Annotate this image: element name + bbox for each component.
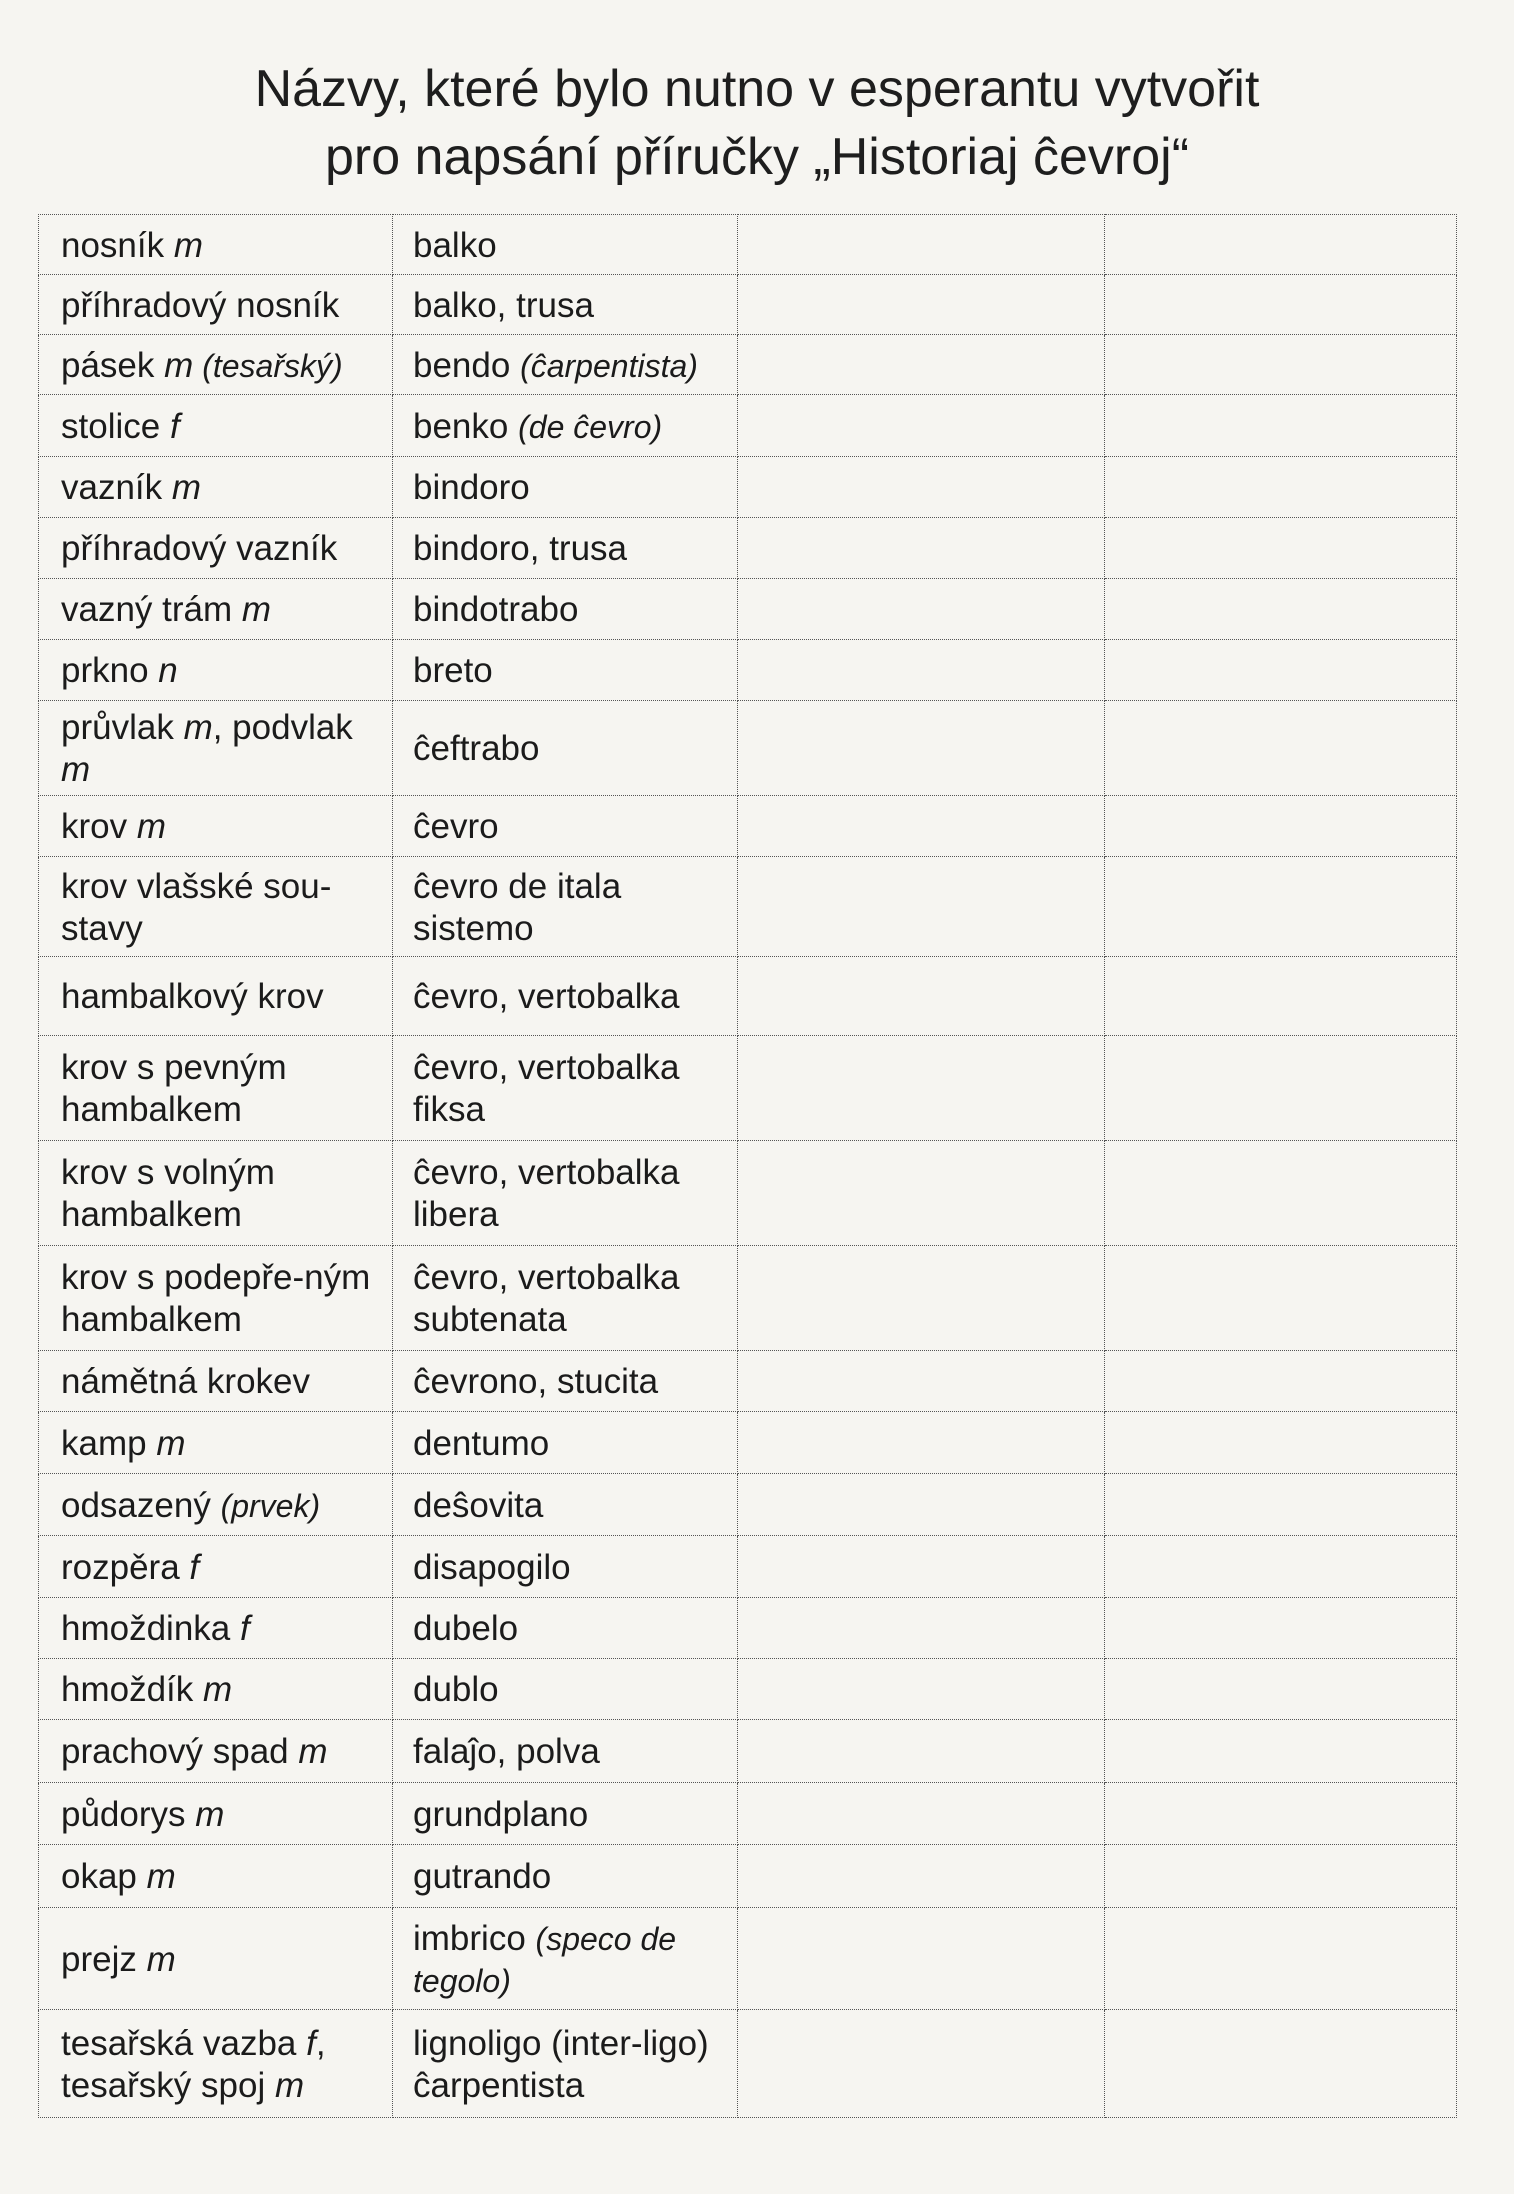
empty-cell [738, 857, 1105, 957]
empty-cell [738, 215, 1105, 275]
table-row [39, 1536, 1457, 1598]
empty-cell [1105, 1036, 1457, 1141]
table-row [39, 1845, 1457, 1908]
czech-term: námětná krokev [61, 1362, 311, 1401]
czech-gender: m [203, 1670, 233, 1709]
esperanto-term-cell [393, 457, 738, 518]
esperanto-term: lignoligo (inter-ligo) ĉarpentista [413, 2023, 709, 2105]
spacer [193, 1670, 203, 1709]
empty-cell [1105, 2010, 1457, 2118]
table-row [39, 518, 1457, 579]
table-row [39, 215, 1457, 275]
spacer [137, 1940, 147, 1979]
czech-term: kamp [61, 1423, 147, 1463]
table-row [39, 1783, 1457, 1845]
czech-gender: f [240, 1609, 250, 1648]
czech-term-cell [39, 857, 393, 957]
czech-term: příhradový vazník [61, 529, 338, 568]
spacer [289, 1732, 299, 1771]
empty-cell [738, 457, 1105, 518]
empty-cell [1105, 1720, 1457, 1783]
czech-term: hambalkový krov [61, 977, 324, 1016]
esperanto-term-cell [393, 2010, 738, 2118]
spacer [160, 407, 170, 446]
empty-cell [738, 1351, 1105, 1412]
czech-gender: m [146, 1857, 176, 1896]
table-row [39, 1659, 1457, 1720]
spacer [508, 407, 518, 446]
empty-cell [1105, 857, 1457, 957]
esperanto-term: bindoro, trusa [413, 529, 628, 568]
empty-cell [738, 2010, 1105, 2118]
esperanto-term: disapogilo [413, 1547, 571, 1587]
empty-cell [738, 957, 1105, 1036]
czech-term-cell [39, 1536, 393, 1598]
esperanto-term-cell [393, 857, 738, 957]
empty-cell [738, 1783, 1105, 1845]
empty-cell [1105, 1412, 1457, 1474]
esperanto-term-cell [393, 1351, 738, 1412]
czech-term-cell [39, 2010, 393, 2118]
esperanto-term: imbrico [413, 1918, 526, 1958]
czech-term-cell [39, 215, 393, 275]
empty-cell [738, 1908, 1105, 2010]
table-row [39, 275, 1457, 335]
spacer [164, 226, 174, 265]
czech-gender: m [195, 1794, 225, 1834]
czech-term-cell [39, 335, 393, 395]
empty-cell [1105, 957, 1457, 1036]
czech-gender: n [158, 651, 178, 690]
esperanto-term: benko [413, 406, 509, 446]
empty-cell [738, 1720, 1105, 1783]
czech-term-cell [39, 1720, 393, 1783]
czech-term-alt: , tesařský spoj [61, 2023, 326, 2105]
czech-gender: m [183, 708, 213, 747]
empty-cell [738, 275, 1105, 335]
esperanto-term-cell [393, 1246, 738, 1351]
empty-cell [1105, 796, 1457, 857]
esperanto-term-cell [393, 1536, 738, 1598]
esperanto-term-cell [393, 518, 738, 579]
esperanto-note: (speco de tegolo) [413, 1920, 677, 1999]
spacer [162, 468, 172, 507]
empty-cell [738, 1141, 1105, 1246]
table-row [39, 1246, 1457, 1351]
empty-cell [1105, 1474, 1457, 1536]
page-title [0, 55, 1514, 191]
spacer [510, 346, 520, 385]
esperanto-term: breto [413, 651, 493, 690]
esperanto-term-cell [393, 1720, 738, 1783]
empty-cell [738, 395, 1105, 457]
glossary-table [38, 214, 1457, 2118]
glossary-body [39, 215, 1457, 2118]
esperanto-term-cell [393, 275, 738, 335]
esperanto-term-cell [393, 215, 738, 275]
czech-gender: m [241, 590, 272, 629]
czech-term: okap [61, 1857, 137, 1896]
czech-note: (prvek) [220, 1487, 321, 1524]
esperanto-term: ĉevro, vertobalka subtenata [413, 1258, 680, 1339]
czech-term-cell [39, 275, 393, 335]
czech-term-cell [39, 1783, 393, 1845]
empty-cell [1105, 335, 1457, 395]
empty-cell [1105, 457, 1457, 518]
esperanto-term-cell [393, 701, 738, 796]
esperanto-term-cell [393, 395, 738, 457]
table-row [39, 1141, 1457, 1246]
empty-cell [1105, 395, 1457, 457]
table-row [39, 957, 1457, 1036]
esperanto-term-cell [393, 1783, 738, 1845]
esperanto-term: dubelo [413, 1609, 519, 1648]
czech-term-cell [39, 457, 393, 518]
table-row [39, 796, 1457, 857]
esperanto-term-cell [393, 335, 738, 395]
esperanto-term-cell [393, 640, 738, 701]
title-line-2: pro napsání příručky „Historiaj ĉevroj“ [324, 128, 1190, 186]
empty-cell [1105, 1845, 1457, 1908]
czech-gender: f [306, 2023, 316, 2063]
esperanto-term: dentumo [413, 1423, 550, 1463]
empty-cell [738, 701, 1105, 796]
czech-gender: m [146, 1939, 176, 1979]
empty-cell [738, 640, 1105, 701]
czech-term-alt: , podvlak [212, 708, 353, 747]
czech-gender: f [169, 406, 180, 446]
czech-term: stolice [61, 406, 161, 446]
table-row [39, 1351, 1457, 1412]
esperanto-term: balko [413, 225, 497, 265]
czech-gender: m [156, 1423, 186, 1463]
czech-gender-alt: m [61, 750, 91, 789]
esperanto-term-cell [393, 1659, 738, 1720]
empty-cell [1105, 640, 1457, 701]
empty-cell [738, 1659, 1105, 1720]
esperanto-note: (ĉarpentista) [520, 347, 698, 384]
czech-term: nosník [61, 225, 165, 265]
spacer [137, 1857, 147, 1896]
empty-cell [1105, 1598, 1457, 1659]
empty-cell [1105, 1908, 1457, 2010]
czech-term: hmoždinka [61, 1609, 231, 1648]
czech-term: rozpěra [61, 1547, 180, 1587]
esperanto-term-cell [393, 579, 738, 640]
empty-cell [738, 796, 1105, 857]
empty-cell [1105, 1141, 1457, 1246]
esperanto-term: ĉevro de itala sistemo [413, 866, 622, 948]
table-row [39, 1036, 1457, 1141]
czech-term-cell [39, 579, 393, 640]
table-row [39, 1598, 1457, 1659]
czech-term: vazný trám [61, 590, 233, 629]
czech-term-cell [39, 1659, 393, 1720]
empty-cell [738, 1845, 1105, 1908]
czech-term: vazník [61, 468, 163, 507]
czech-term-cell [39, 1351, 393, 1412]
czech-term: prachový spad [61, 1732, 289, 1771]
esperanto-term: ĉeftrabo [413, 729, 540, 768]
esperanto-term: ĉevro [413, 807, 499, 846]
spacer [186, 1795, 196, 1834]
spacer [149, 651, 159, 690]
esperanto-term: gutrando [413, 1857, 552, 1896]
spacer [211, 1486, 221, 1525]
empty-cell [1105, 1246, 1457, 1351]
czech-term: půdorys [61, 1794, 186, 1834]
czech-term: příhradový nosník [61, 285, 340, 325]
table-row [39, 640, 1457, 701]
czech-term-cell [39, 1246, 393, 1351]
esperanto-term-cell [393, 1412, 738, 1474]
esperanto-term: ĉevrono, stucita [413, 1362, 659, 1401]
empty-cell [1105, 701, 1457, 796]
empty-cell [738, 518, 1105, 579]
czech-gender: m [136, 807, 167, 846]
esperanto-note: (de ĉevro) [518, 408, 663, 445]
czech-term-cell [39, 1598, 393, 1659]
spacer [147, 1424, 157, 1463]
czech-term: krov vlašské sou-stavy [61, 866, 332, 948]
spacer [230, 1609, 240, 1648]
czech-term: krov s pevným hambalkem [61, 1048, 287, 1129]
table-row [39, 1412, 1457, 1474]
esperanto-term-cell [393, 1036, 738, 1141]
esperanto-term: bindotrabo [413, 590, 579, 629]
spacer [180, 1548, 190, 1587]
empty-cell [738, 1474, 1105, 1536]
czech-gender: m [298, 1732, 328, 1771]
czech-gender: m [173, 225, 204, 265]
czech-term: hmoždík [61, 1670, 194, 1709]
esperanto-term-cell [393, 1141, 738, 1246]
empty-cell [1105, 275, 1457, 335]
table-row [39, 857, 1457, 957]
empty-cell [1105, 215, 1457, 275]
czech-term-cell [39, 640, 393, 701]
esperanto-term: balko, trusa [413, 285, 594, 325]
czech-gender: m [164, 345, 194, 385]
czech-term-cell [39, 1141, 393, 1246]
esperanto-term: bindoro [413, 468, 530, 507]
esperanto-term-cell [393, 957, 738, 1036]
esperanto-term-cell [393, 1845, 738, 1908]
empty-cell [1105, 518, 1457, 579]
table-row [39, 1908, 1457, 2010]
czech-gender: f [189, 1547, 200, 1587]
empty-cell [738, 1036, 1105, 1141]
czech-note: (tesařský) [193, 347, 343, 384]
czech-term: krov [61, 807, 128, 846]
esperanto-term: ĉevro, vertobalka fiksa [413, 1048, 680, 1129]
empty-cell [1105, 1351, 1457, 1412]
spacer [154, 346, 164, 385]
empty-cell [1105, 1659, 1457, 1720]
czech-term-cell [39, 1474, 393, 1536]
esperanto-term-cell [393, 1474, 738, 1536]
esperanto-term-cell [393, 796, 738, 857]
table-row [39, 579, 1457, 640]
spacer [232, 590, 242, 629]
esperanto-term: dublo [413, 1670, 499, 1709]
empty-cell [738, 335, 1105, 395]
czech-gender-alt: m [274, 2065, 305, 2105]
empty-cell [1105, 579, 1457, 640]
czech-term: pásek [61, 345, 155, 385]
czech-term-cell [39, 1845, 393, 1908]
czech-term-cell [39, 1412, 393, 1474]
table-row [39, 701, 1457, 796]
empty-cell [1105, 1536, 1457, 1598]
spacer [265, 2066, 275, 2105]
table-row [39, 457, 1457, 518]
table-row [39, 335, 1457, 395]
esperanto-term: grundplano [413, 1794, 589, 1834]
czech-term-cell [39, 701, 393, 796]
czech-term: prkno [61, 651, 149, 690]
czech-gender: m [171, 468, 202, 507]
table-row [39, 1720, 1457, 1783]
spacer [127, 807, 137, 846]
czech-term-cell [39, 518, 393, 579]
czech-term: průvlak [61, 708, 174, 747]
czech-term: krov s podepře-ným hambalkem [61, 1258, 371, 1339]
esperanto-term: bendo [413, 345, 511, 385]
empty-cell [738, 579, 1105, 640]
czech-term: tesařská vazba [61, 2023, 297, 2063]
spacer [526, 1919, 536, 1958]
czech-term: krov s volným hambalkem [61, 1153, 275, 1234]
czech-term: prejz [61, 1939, 137, 1979]
czech-term-cell [39, 957, 393, 1036]
esperanto-term: ĉevro, vertobalka [413, 977, 680, 1016]
esperanto-term: falaĵo, polva [413, 1732, 600, 1771]
spacer [174, 708, 184, 747]
empty-cell [738, 1246, 1105, 1351]
esperanto-term: ĉevro, vertobalka libera [413, 1153, 680, 1234]
czech-term: odsazený [61, 1485, 211, 1525]
spacer [296, 2024, 306, 2063]
czech-term-cell [39, 796, 393, 857]
table-row [39, 395, 1457, 457]
esperanto-term: deŝovita [413, 1485, 544, 1525]
czech-term-cell [39, 395, 393, 457]
esperanto-term-cell [393, 1598, 738, 1659]
title-line-1: Názvy, které bylo nutno v esperantu vytvořit [254, 60, 1260, 118]
table-row [39, 1474, 1457, 1536]
esperanto-term-cell [393, 1908, 738, 2010]
empty-cell [738, 1412, 1105, 1474]
empty-cell [1105, 1783, 1457, 1845]
czech-term-cell [39, 1908, 393, 2010]
empty-cell [738, 1598, 1105, 1659]
empty-cell [738, 1536, 1105, 1598]
czech-term-cell [39, 1036, 393, 1141]
table-row [39, 2010, 1457, 2118]
